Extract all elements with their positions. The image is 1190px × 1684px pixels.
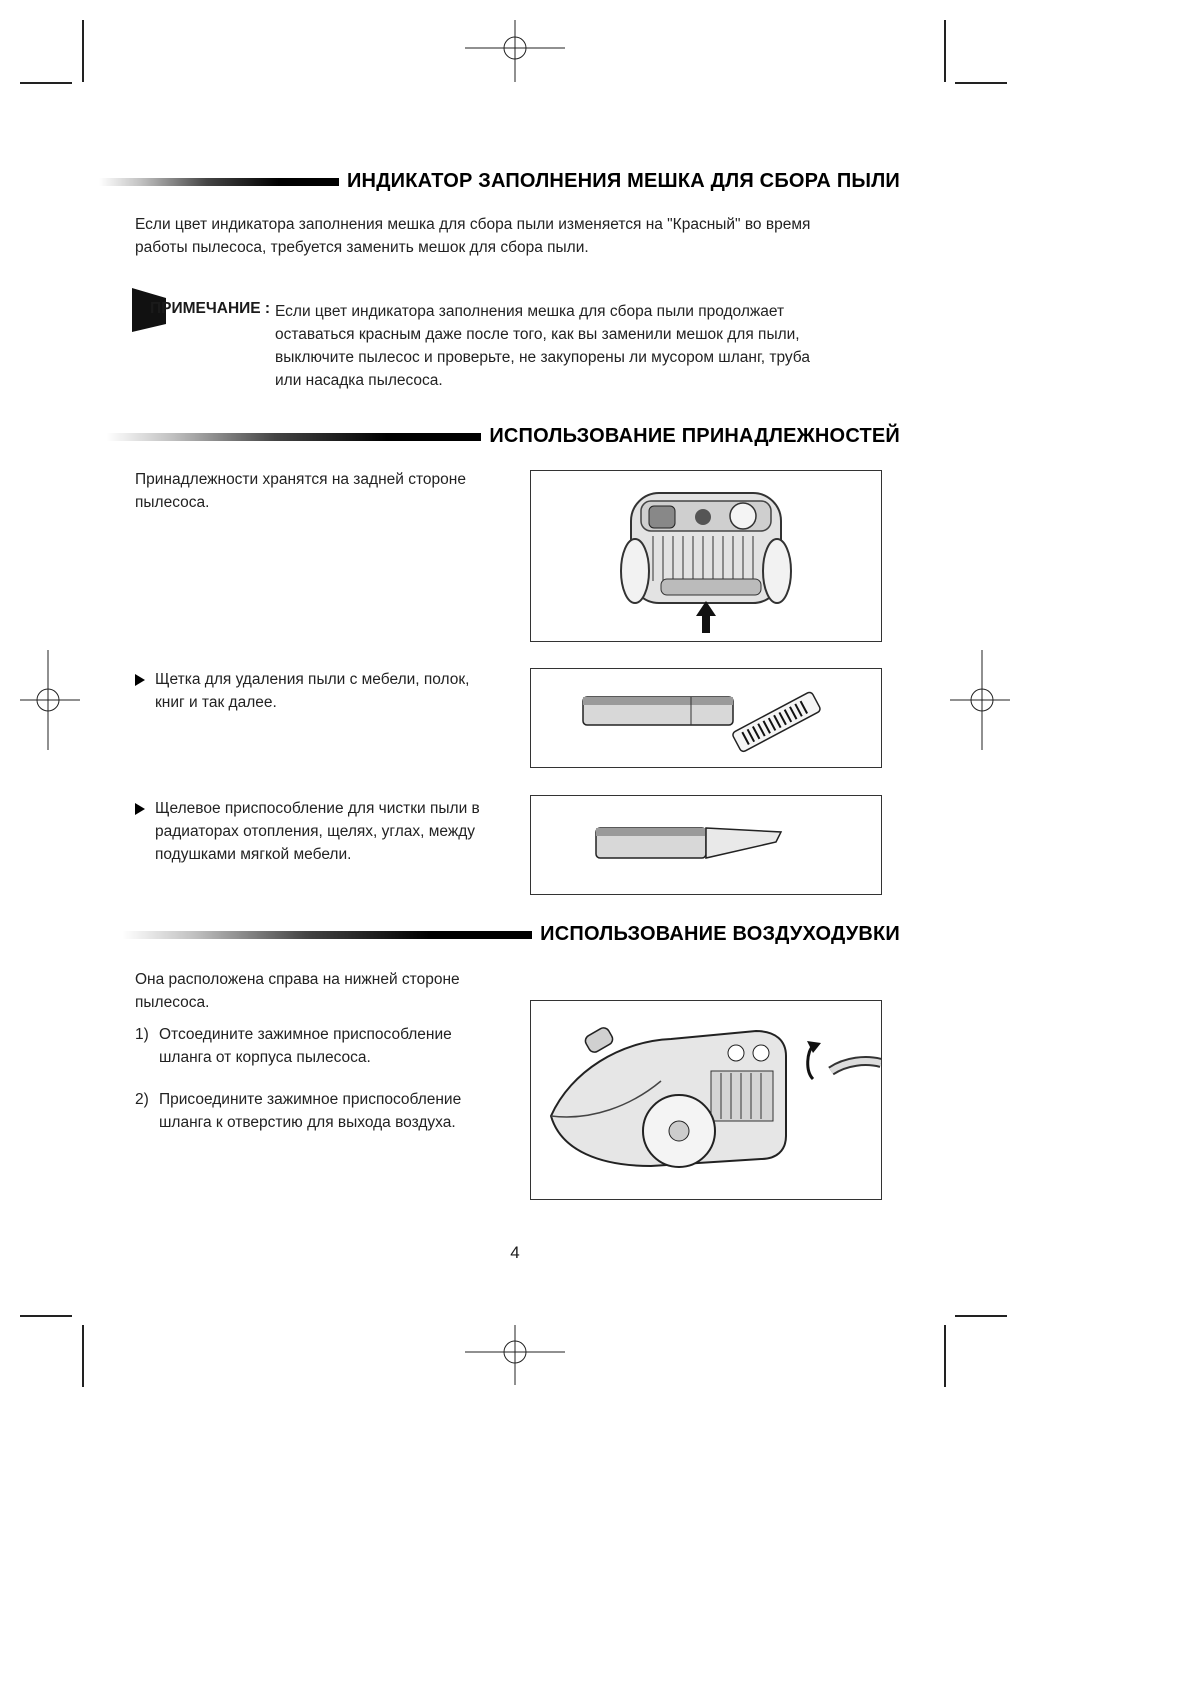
- note-text: Если цвет индикатора заполнения мешка для сбора пыли продолжает оставаться красным даже после того, как вы заменили мешок для пыли, выключите пылесос и проверьте, не закупорены ли мусором шланг, труба или насадка пылесоса.: [275, 303, 810, 389]
- crevice-tool-description: Щелевое приспособление для чистки пыли в радиаторах отопления, щелях, углах, между подушками мягкой мебели.: [135, 797, 535, 866]
- section-heading-accessories: [106, 425, 900, 448]
- blower-illustration: [530, 1000, 882, 1200]
- brush-description: Щетка для удаления пыли с мебели, полок, книг и так далее.: [135, 668, 515, 714]
- heading-rule: [106, 433, 481, 441]
- arrow-up-icon: [696, 601, 716, 633]
- registration-mark-right: [950, 650, 1010, 750]
- heading-title: ИСПОЛЬЗОВАНИЕ ВОЗДУХОДУВКИ: [540, 923, 900, 945]
- dusting-brush-illustration: [530, 668, 882, 768]
- crevice-tool-drawing: [531, 796, 881, 894]
- vacuum-rear-drawing: [531, 471, 881, 641]
- note-label: ПРИМЕЧАНИЕ :: [150, 300, 271, 317]
- heading-title: ИНДИКАТОР ЗАПОЛНЕНИЯ МЕШКА ДЛЯ СБОРА ПЫЛИ: [346, 170, 900, 192]
- bullet-triangle-icon: [135, 674, 145, 686]
- vacuum-rear-illustration: [530, 470, 882, 642]
- section-heading-blower: [122, 923, 900, 946]
- blower-step-1: 1) Отсоедините зажимное приспособление шланга от корпуса пылесоса.: [135, 1023, 535, 1069]
- step-number: 2): [135, 1091, 149, 1108]
- section-heading-dust-indicator: [99, 170, 900, 193]
- step-number: 1): [135, 1026, 149, 1043]
- dust-indicator-paragraph: Если цвет индикатора заполнения мешка для сбора пыли изменяется на "Красный" во время работы пылесоса, требуется заменить мешок для сбора пыли.: [135, 216, 811, 256]
- heading-title: ИСПОЛЬЗОВАНИЕ ПРИНАДЛЕЖНОСТЕЙ: [489, 425, 900, 447]
- dusting-brush-drawing: [531, 669, 881, 767]
- registration-mark-bottom: [465, 1325, 565, 1385]
- page-number: 4: [510, 1243, 520, 1262]
- vacuum-blower-drawing: [531, 1001, 881, 1199]
- blower-intro: Она расположена справа на нижней стороне пылесоса.: [135, 971, 460, 1011]
- registration-mark-left: [20, 650, 80, 750]
- heading-rule: [122, 931, 532, 939]
- bullet-triangle-icon: [135, 803, 145, 815]
- accessories-intro: Принадлежности хранятся на задней стороне пылесоса.: [135, 471, 466, 511]
- heading-rule: [99, 178, 339, 186]
- blower-step-2: 2) Присоедините зажимное приспособление шланга к отверстию для выхода воздуха.: [135, 1088, 535, 1134]
- crevice-tool-illustration: [530, 795, 882, 895]
- registration-mark-top: [465, 20, 565, 82]
